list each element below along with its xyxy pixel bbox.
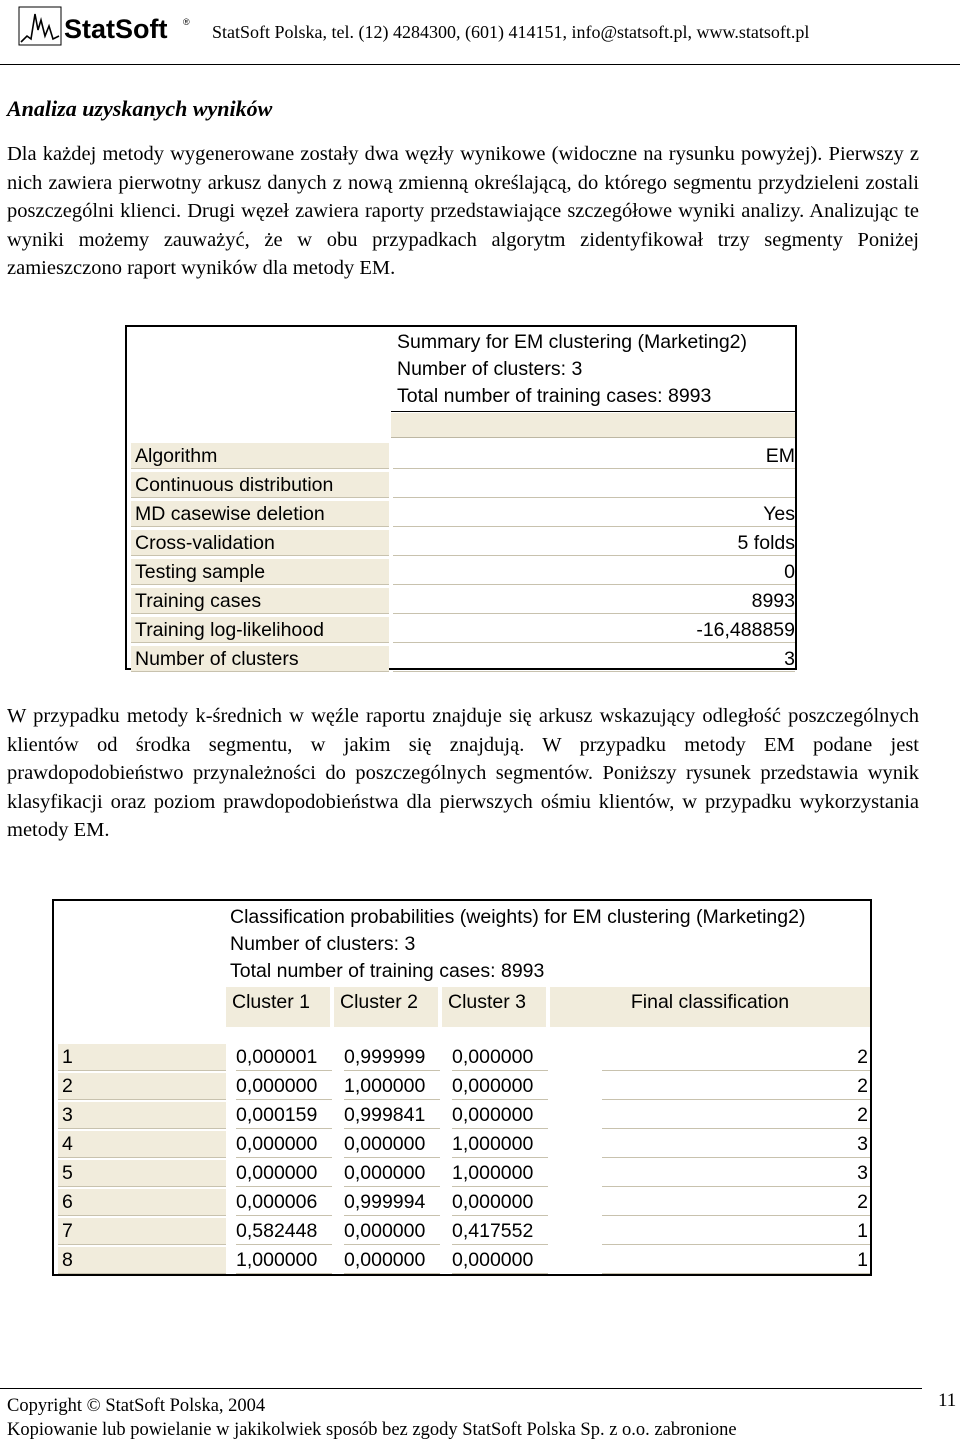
- row-label: Continuous distribution: [131, 472, 389, 498]
- logo-text: StatSoft: [64, 14, 168, 44]
- page-number: 11: [938, 1390, 957, 1411]
- column-header-final-classification: Final classification: [550, 987, 870, 1027]
- row-label: Training cases: [131, 588, 389, 614]
- cell-cluster-2: 0,999999: [344, 1044, 440, 1071]
- cell-cluster-2: 0,000000: [344, 1247, 440, 1274]
- table-row: [131, 646, 795, 673]
- cell-cluster-3: 0,000000: [452, 1073, 548, 1100]
- cell-cluster-3: 0,417552: [452, 1218, 548, 1245]
- column-header-cluster-2: Cluster 2: [334, 987, 438, 1027]
- row-id: 7: [58, 1218, 226, 1245]
- row-id: 2: [58, 1073, 226, 1100]
- table-row: [58, 1218, 870, 1246]
- classification-header-line: Number of clusters: 3: [230, 933, 416, 955]
- table-row: [131, 617, 795, 644]
- cell-final-classification: 2: [602, 1102, 870, 1129]
- classification-header: [230, 904, 870, 985]
- cell-cluster-3: 0,000000: [452, 1189, 548, 1216]
- cell-cluster-3: 1,000000: [452, 1131, 548, 1158]
- table-row: [131, 501, 795, 528]
- cell-final-classification: 3: [602, 1131, 870, 1158]
- classification-header-line: Classification probabilities (weights) for EM clustering (Marketing2): [230, 906, 806, 928]
- cell-cluster-1: 0,000159: [236, 1102, 332, 1129]
- footer-copyright: Copyright © StatSoft Polska, 2004: [7, 1396, 266, 1416]
- cell-cluster-2: 0,000000: [344, 1160, 440, 1187]
- summary-header-line: Summary for EM clustering (Marketing2): [397, 331, 748, 353]
- cell-cluster-1: 0,000000: [236, 1131, 332, 1158]
- table-row: [58, 1247, 870, 1275]
- cell-cluster-2: 0,999994: [344, 1189, 440, 1216]
- summary-table: [125, 325, 797, 670]
- cell-cluster-3: 0,000000: [452, 1044, 548, 1071]
- classification-table: [52, 899, 872, 1276]
- cell-final-classification: 1: [602, 1247, 870, 1274]
- table-row: [58, 1189, 870, 1217]
- registered-mark: ®: [183, 17, 190, 27]
- cell-cluster-1: 0,000000: [236, 1160, 332, 1187]
- row-label: Training log-likelihood: [131, 617, 389, 643]
- row-label: Number of clusters: [131, 646, 389, 672]
- summary-header-line: Number of clusters: 3: [397, 358, 583, 380]
- section-title: Analiza uzyskanych wyników: [7, 96, 273, 121]
- row-value: EM: [393, 443, 795, 469]
- cell-final-classification: 3: [602, 1160, 870, 1187]
- table-row: [58, 1160, 870, 1188]
- footer-divider: [0, 1388, 922, 1389]
- row-id: 3: [58, 1102, 226, 1129]
- cell-final-classification: 2: [602, 1044, 870, 1071]
- row-value: Yes: [393, 501, 795, 527]
- row-id: 6: [58, 1189, 226, 1216]
- row-label: MD casewise deletion: [131, 501, 389, 527]
- summary-header: [397, 329, 747, 410]
- column-header-cluster-1: Cluster 1: [226, 987, 330, 1027]
- summary-header-divider: [391, 411, 795, 412]
- header-divider: [0, 64, 960, 65]
- row-label: Algorithm: [131, 443, 389, 469]
- row-id: 8: [58, 1247, 226, 1274]
- cell-cluster-2: 1,000000: [344, 1073, 440, 1100]
- cell-cluster-3: 0,000000: [452, 1102, 548, 1129]
- row-value: 5 folds: [393, 530, 795, 556]
- row-value: 8993: [393, 588, 795, 614]
- paragraph-1: Dla każdej metody wygenerowane zostały dwa węzły wynikowe (widoczne na rysunku powyżej). Pierwszy z nich zawiera pierwotny arkusz danych z nową zmienną określającą, do którego segmentu przydzieleni zostali poszczególni klienci. Drugi węzeł zawiera raporty przedstawiające szczegółowe wyniki analizy. Analizując te wyniki możemy zauważyć, że w obu przypadkach algorytm zidentyfikował trzy segmenty Poniżej zamieszczono raport wyników dla metody EM.: [7, 143, 919, 280]
- table-row: [58, 1073, 870, 1101]
- cell-final-classification: 2: [602, 1189, 870, 1216]
- summary-header-line: Total number of training cases: 8993: [397, 385, 712, 407]
- cell-cluster-3: 0,000000: [452, 1247, 548, 1274]
- table-row: [131, 530, 795, 557]
- table-row: [58, 1102, 870, 1130]
- cell-cluster-1: 1,000000: [236, 1247, 332, 1274]
- row-value: 0: [393, 559, 795, 585]
- classification-header-line: Total number of training cases: 8993: [230, 960, 545, 982]
- cell-final-classification: 2: [602, 1073, 870, 1100]
- statsoft-logo-icon: [18, 6, 62, 46]
- paragraph-2: W przypadku metody k-średnich w węźle raportu znajduje się arkusz wskazujący odległość poszczególnych klientów od środka segmentu, w jakim się znajdują. W przypadku metody EM podane jest prawdopodobieństwo przynależności do poszczególnych segmentów. Poniższy rysunek przedstawia wynik klasyfikacji oraz poziom prawdopodobieństwa dla pierwszych ośmiu klientów, w przypadku wykorzystania metody EM.: [7, 705, 919, 842]
- table-row: [58, 1131, 870, 1159]
- row-id: 5: [58, 1160, 226, 1187]
- cell-cluster-2: 0,000000: [344, 1218, 440, 1245]
- row-id: 1: [58, 1044, 226, 1071]
- row-id: 4: [58, 1131, 226, 1158]
- footer-notice: Kopiowanie lub powielanie w jakikolwiek sposób bez zgody StatSoft Polska Sp. z o.o. zabronione: [7, 1420, 737, 1440]
- column-header-cluster-3: Cluster 3: [442, 987, 546, 1027]
- cell-cluster-2: 0,999841: [344, 1102, 440, 1129]
- cell-cluster-3: 1,000000: [452, 1160, 548, 1187]
- table-row: [131, 588, 795, 615]
- cell-cluster-2: 0,000000: [344, 1131, 440, 1158]
- page-header: [0, 0, 960, 66]
- table-row: [131, 472, 795, 499]
- summary-column-header: [391, 413, 795, 438]
- table-row: [58, 1044, 870, 1072]
- row-label: Cross-validation: [131, 530, 389, 556]
- cell-final-classification: 1: [602, 1218, 870, 1245]
- row-value: -16,488859: [393, 617, 795, 643]
- cell-cluster-1: 0,000006: [236, 1189, 332, 1216]
- row-value: 3: [393, 646, 795, 672]
- header-contact: StatSoft Polska, tel. (12) 4284300, (601) 414151, info@statsoft.pl, www.statsoft.pl: [212, 22, 810, 42]
- cell-cluster-1: 0,000000: [236, 1073, 332, 1100]
- cell-cluster-1: 0,582448: [236, 1218, 332, 1245]
- row-value: [393, 472, 795, 498]
- cell-cluster-1: 0,000001: [236, 1044, 332, 1071]
- table-row: [131, 559, 795, 586]
- table-row: [131, 443, 795, 470]
- row-label: Testing sample: [131, 559, 389, 585]
